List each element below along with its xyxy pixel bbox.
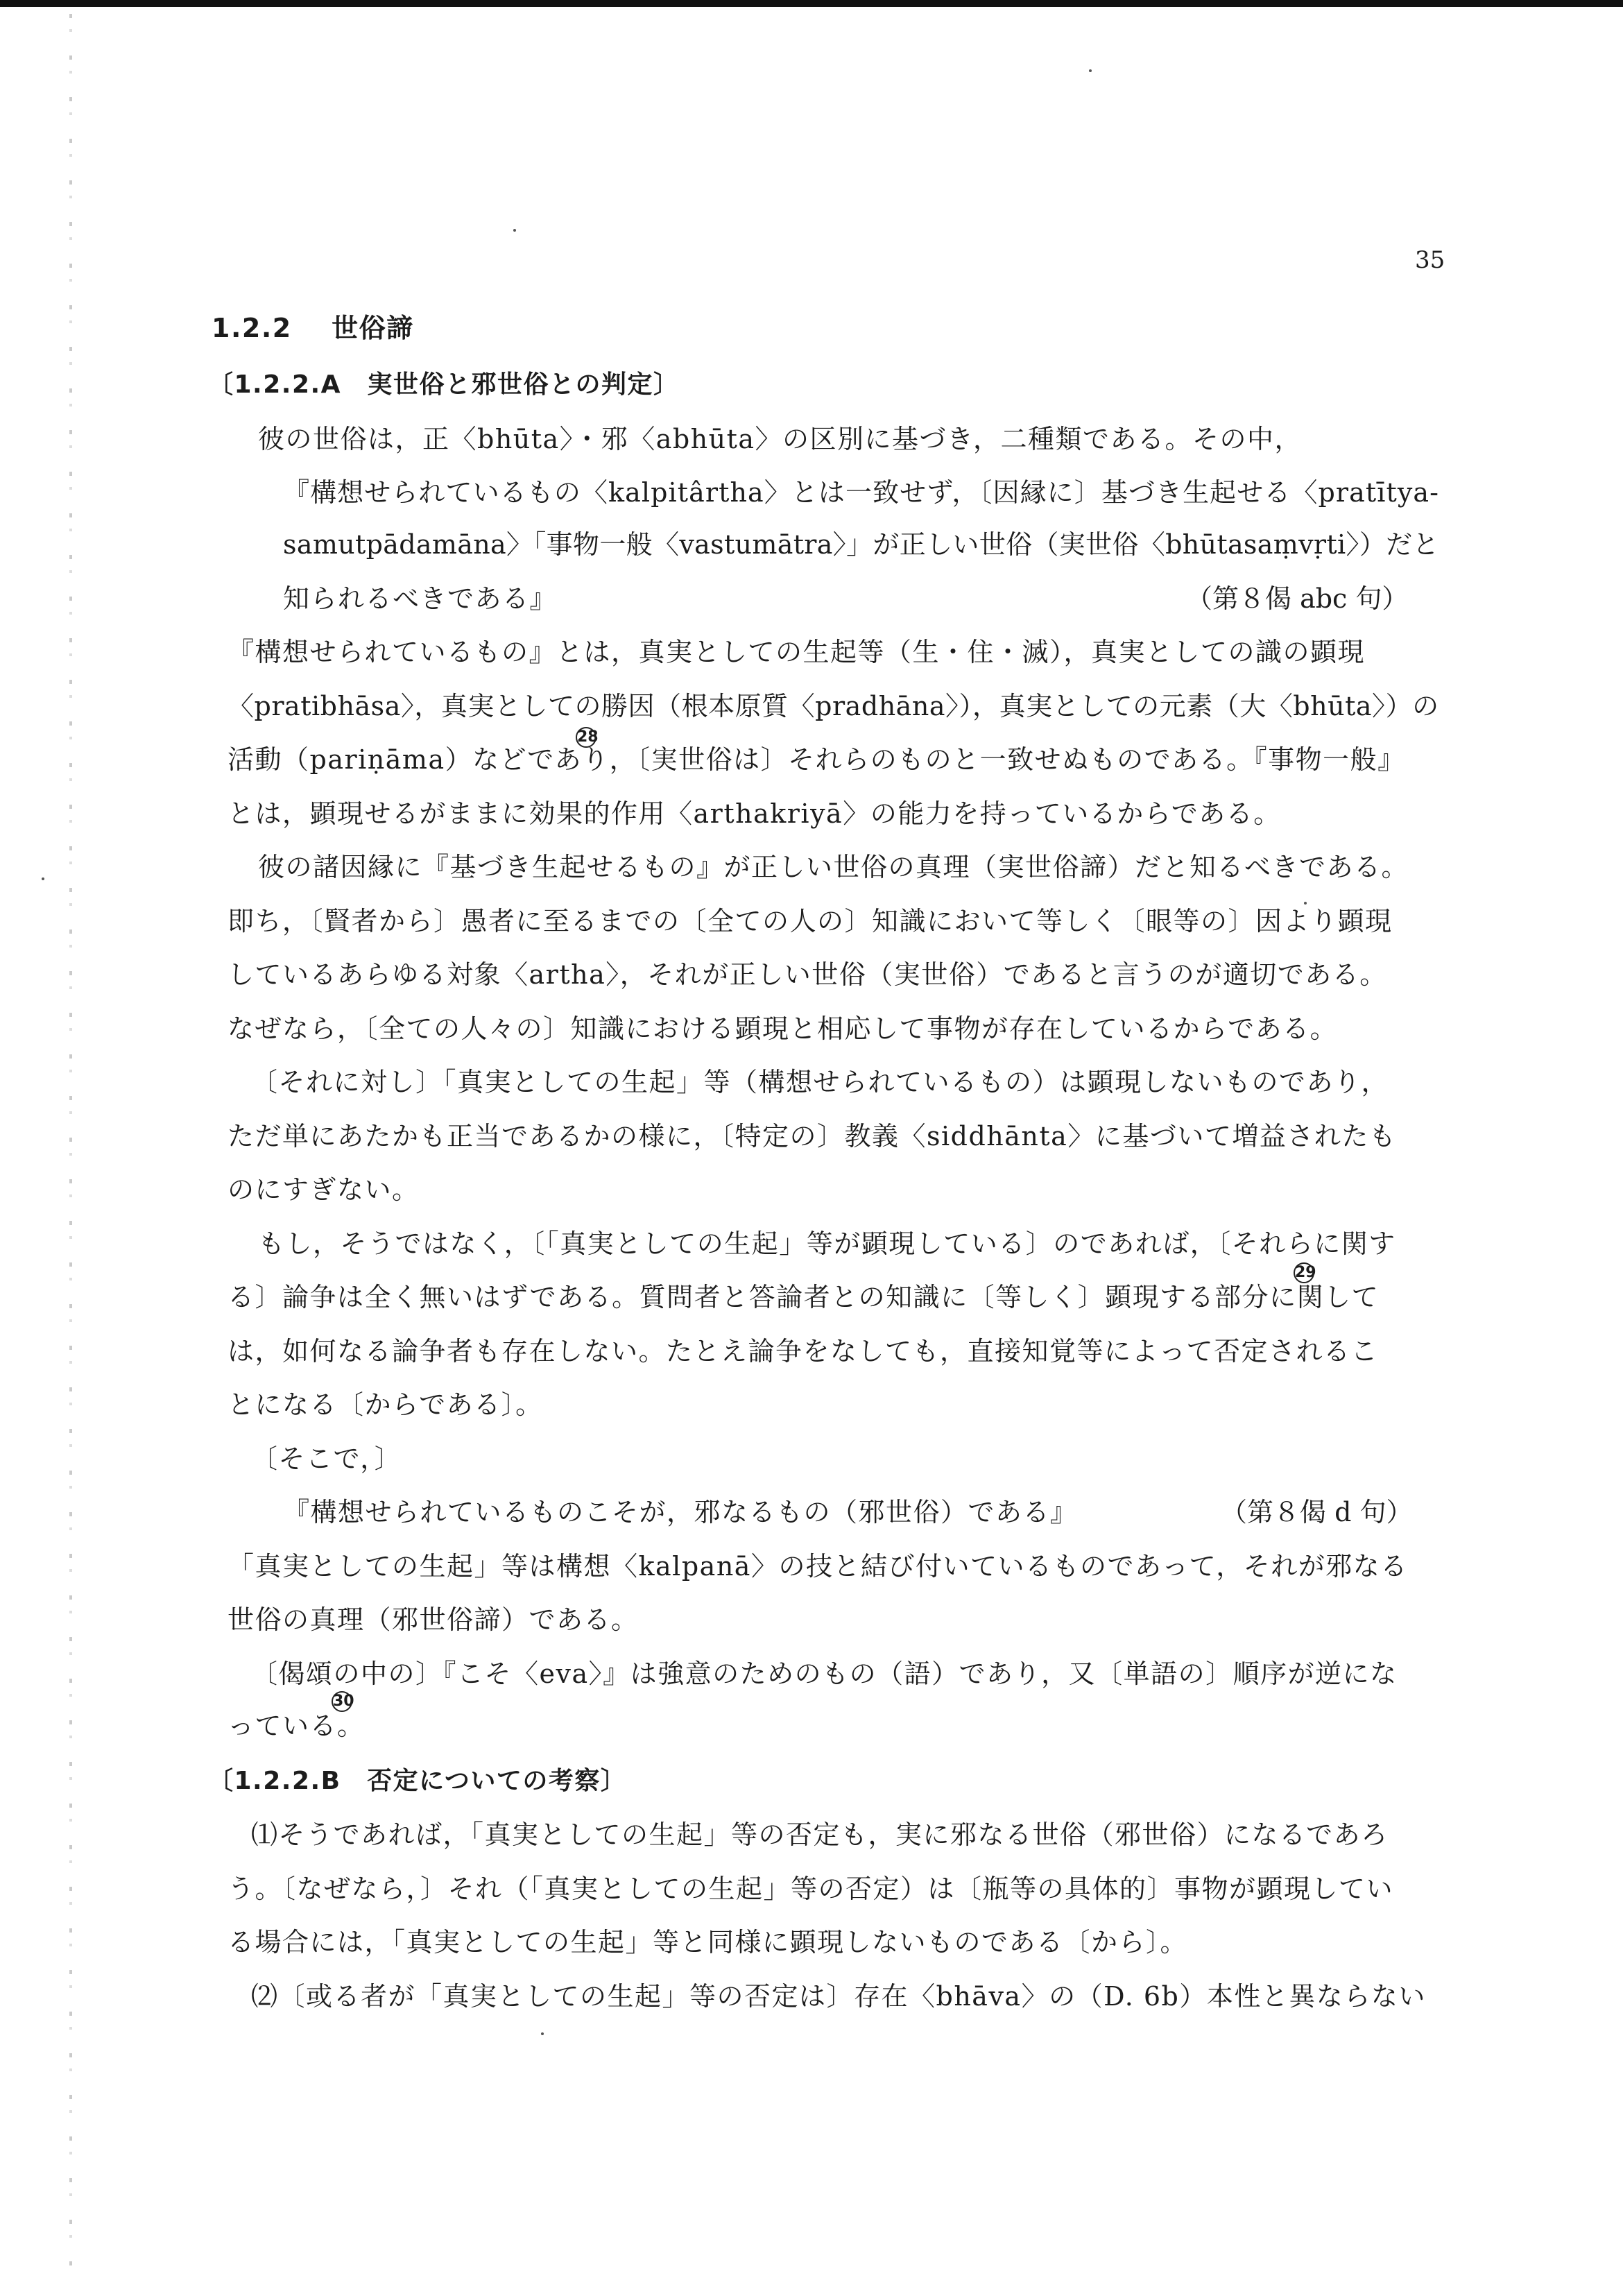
scan-speck (42, 877, 44, 880)
paragraph-line: なぜなら，〔全ての人々の〕知識における顕現と相応して事物が存在しているからである。 (227, 1013, 1338, 1044)
scan-speck (541, 2032, 544, 2035)
footnote-marker: 28 (576, 727, 596, 748)
paragraph-line: もし，そうではなく，〔「真実としての生起」等が顕現している〕のであれば，〔それらに関す (258, 1228, 1396, 1259)
footnote-marker: 29 (1294, 1262, 1314, 1283)
scan-binding-edge (69, 14, 72, 2275)
paragraph-line: 世俗の真理（邪世俗諦）である。 (227, 1604, 639, 1635)
verse-reference: （第８偈 abc 句） (1186, 583, 1409, 614)
section-title: 世俗諦 (332, 313, 414, 343)
paragraph-line: 彼の世俗は，正〈bhūta〉・邪〈abhūta〉の区別に基づき，二種類である。その中， (258, 424, 1303, 454)
paragraph-line: 〔そこで，〕 (251, 1443, 402, 1474)
paragraph-line: しているあらゆる対象〈artha〉，それが正しい世俗（実世俗）であると言うのが適切である。 (227, 959, 1387, 990)
paragraph-line: う。〔なぜなら，〕それ（「真実としての生起」等の否定）は〔瓶等の具体的〕事物が顕現してい (227, 1874, 1394, 1904)
paragraph-line: とになる〔からである〕。 (227, 1389, 543, 1420)
section-heading (212, 311, 414, 345)
verse-reference: （第８偈 d 句） (1221, 1497, 1413, 1527)
verse-line: 『構想せられているもの〈kalpitârtha〉とは一致せず，〔因縁に〕基づき生起せる〈pratītya- (283, 477, 1440, 508)
verse-line: 知られるべきである』 (283, 583, 558, 614)
paragraph-line: 〈pratibhāsa〉，真実としての勝因（根本原質〈pradhāna〉），真実としての元素（大〈bhūta〉）の (227, 691, 1439, 721)
paragraph-line: る場合には，「真実としての生起」等と同様に顕現しないものである〔から〕。 (227, 1927, 1188, 1957)
paragraph-line: 〔それに対し〕「真実としての生起」等（構想せられているもの）は顕現しないものであり， (251, 1067, 1389, 1097)
verse-line: 『構想せられているものこそが，邪なるもの（邪世俗）である』 (283, 1497, 1078, 1527)
verse-line: samutpādamāna〉「事物一般〈vastumātra〉」が正しい世俗（実世俗〈bhūtasaṃvṛti〉）だと (283, 529, 1439, 560)
paragraph-line: 〔偈頌の中の〕『こそ〈eva〉』は強意のためのもの（語）であり，又〔単語の〕順序が逆にな (251, 1659, 1398, 1689)
paragraph-line: 「真実としての生起」等は構想〈kalpanā〉の技と結び付いているものであって，それが邪なる (227, 1551, 1408, 1582)
subsection-b-heading: 〔1.2.2.B 否定についての考察〕 (208, 1767, 627, 1795)
paragraph-line: は，如何なる論争者も存在しない。たとえ論争をなしても，直接知覚等によって否定されるこ (227, 1336, 1379, 1367)
subsection-a-heading: 〔1.2.2.A 実世俗と邪世俗との判定〕 (208, 370, 680, 399)
paragraph-line: のにすぎない。 (227, 1174, 420, 1205)
paragraph-line: る〕論争は全く無いはずである。質問者と答論者との知識に〔等しく〕顕現する部分に関して (227, 1282, 1380, 1312)
paragraph-line: っている。 (227, 1711, 365, 1741)
paragraph-line: ただ単にあたかも正当であるかの様に，〔特定の〕教義〈siddhānta〉に基づいて増益されたも (227, 1121, 1397, 1151)
paragraph-line: ⑴そうであれば，「真実としての生起」等の否定も，実に邪なる世俗（邪世俗）になるであろ (251, 1819, 1389, 1850)
section-number: 1.2.2 (212, 313, 292, 343)
page-number: 35 (1415, 246, 1445, 274)
scan-top-edge (0, 0, 1623, 7)
scan-speck (1089, 69, 1092, 72)
paragraph-line: ⑵〔或る者が「真実としての生起」等の否定は〕存在〈bhāva〉の（D. 6b）本性と異ならない (251, 1981, 1426, 2012)
paragraph-line: 『構想せられているもの』とは，真実としての生起等（生・住・滅），真実としての識の顕現 (227, 637, 1366, 667)
scan-speck (513, 229, 516, 232)
paragraph-line: 活動（pariṇāma）などであり，〔実世俗は〕それらのものと一致せぬものである。『事物一般』 (227, 744, 1405, 775)
paragraph-line: 彼の諸因縁に『基づき生起せるもの』が正しい世俗の真理（実世俗諦）だと知るべきである。 (258, 852, 1409, 882)
paragraph-line: とは，顕現せるがままに効果的作用〈arthakriyā〉の能力を持っているからである。 (227, 798, 1281, 829)
paragraph-line: 即ち，〔賢者から〕愚者に至るまでの〔全ての人の〕知識において等しく〔眼等の〕因より顕現 (227, 906, 1393, 936)
footnote-marker: 30 (332, 1691, 352, 1712)
